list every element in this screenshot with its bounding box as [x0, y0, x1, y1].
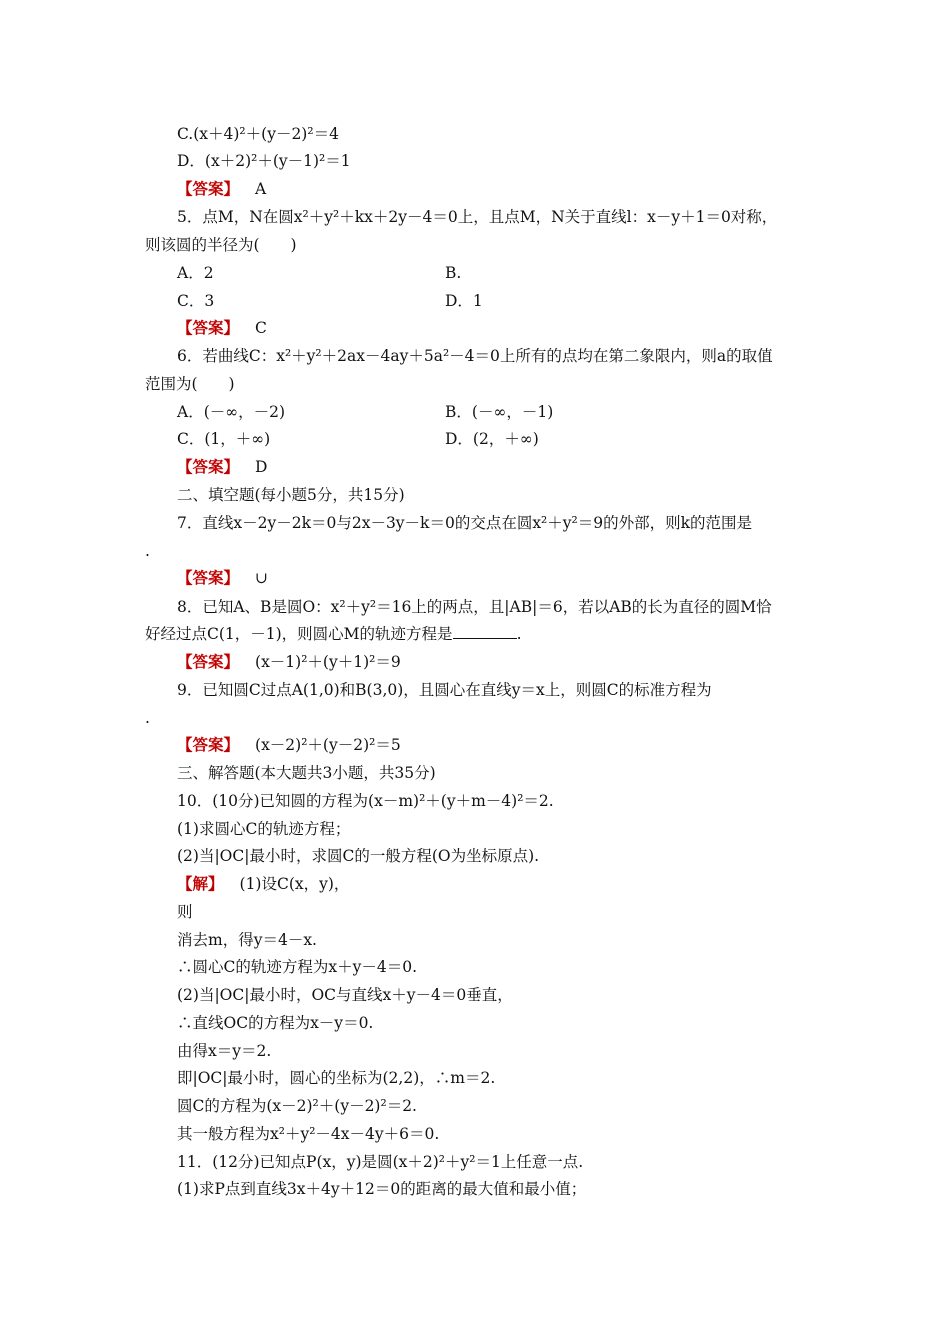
options-cd-q5: [177, 291, 483, 311]
solution-line: 消去m，得y＝4－x.: [177, 931, 317, 949]
solution-line: ∴直线OC的方程为x－y＝0.: [177, 1014, 374, 1032]
question-10: 10．(10分)已知圆的方程为(x－m)²＋(y＋m－4)²＝2.: [177, 792, 554, 810]
option-c: C．(1，＋∞): [177, 430, 271, 448]
section-heading-solutions: 三、解答题(本大题共3小题，共35分): [177, 764, 436, 782]
solution-line: 即|OC|最小时，圆心的坐标为(2,2)，∴m＝2.: [177, 1069, 496, 1087]
question-8: 8．已知A、B是圆O：x²＋y²＝16上的两点，且|AB|＝6，若以AB的长为直径的圆M恰: [177, 598, 772, 616]
answer-tag: 【答案】: [177, 180, 240, 198]
question-8-text: 好经过点C(1，－1)，则圆心M的轨迹方程是: [145, 625, 453, 643]
option-b: B．(－∞，－1): [445, 403, 554, 421]
question-5-cont: 则该圆的半径为( ): [145, 236, 297, 254]
option-a: A．2: [177, 264, 214, 282]
answer-q8: [177, 652, 401, 672]
answer-q7: [177, 568, 268, 588]
answer-q6: [177, 457, 267, 477]
option-c: C．3: [177, 292, 215, 310]
solution-text: (1)设C(x，y)，: [239, 875, 350, 893]
answer-q5: [177, 318, 267, 338]
option-d-q4: D．(x＋2)²＋(y－1)²＝1: [177, 152, 351, 170]
option-d: D．(2，＋∞): [445, 430, 539, 448]
options-cd-q6: [177, 429, 539, 449]
question-9: 9．已知圆C过点A(1,0)和B(3,0)，且圆心在直线y＝x上，则圆C的标准方程为: [177, 681, 712, 699]
question-8-cont: [145, 624, 522, 644]
answer-tag: 【答案】: [177, 569, 240, 587]
solution-line: (2)当|OC|最小时，OC与直线x＋y－4＝0垂直，: [177, 986, 513, 1004]
answer-tag: 【答案】: [177, 319, 240, 337]
answer-tag: 【答案】: [177, 458, 240, 476]
answer-tag: 【答案】: [177, 653, 240, 671]
question-10-part2: (2)当|OC|最小时，求圆C的一般方程(O为坐标原点).: [177, 847, 540, 865]
options-ab-q5: [177, 263, 461, 283]
question-11: 11．(12分)已知点P(x，y)是圆(x＋2)²＋y²＝1上任意一点.: [177, 1153, 584, 1171]
solution-q10: [177, 874, 349, 894]
option-d: D．1: [445, 292, 483, 310]
question-6-cont: 范围为( ): [145, 375, 235, 393]
answer-text: ∪: [255, 569, 269, 587]
solution-line: 圆C的方程为(x－2)²＋(y－2)²＝2.: [177, 1097, 417, 1115]
solution-line: 其一般方程为x²＋y²－4x－4y＋6＝0.: [177, 1125, 440, 1143]
question-8-end: .: [516, 625, 522, 643]
options-ab-q6: [177, 402, 553, 422]
answer-text: D: [255, 458, 268, 476]
answer-text: A: [255, 180, 267, 198]
question-9-cont: .: [145, 709, 150, 727]
answer-q9: [177, 735, 401, 755]
answer-text: C: [255, 319, 267, 337]
solution-tag: 【解】: [177, 875, 224, 893]
question-7-cont: .: [145, 542, 150, 560]
solution-line: 则: [177, 903, 193, 921]
question-11-part1: (1)求P点到直线3x＋4y＋12＝0的距离的最大值和最小值；: [177, 1180, 587, 1198]
solution-line: 由得x＝y＝2.: [177, 1042, 272, 1060]
section-heading-fill-in: 二、填空题(每小题5分，共15分): [177, 486, 405, 504]
question-7: 7．直线x－2y－2k＝0与2x－3y－k＝0的交点在圆x²＋y²＝9的外部，则k的范围是: [177, 514, 752, 532]
option-c-q4: C.(x＋4)²＋(y－2)²＝4: [177, 125, 339, 143]
question-5: 5．点M，N在圆x²＋y²＋kx＋2y－4＝0上，且点M，N关于直线l：x－y＋1＝0对称，: [177, 208, 778, 226]
answer-blank: [453, 624, 517, 639]
answer-text: (x－2)²＋(y－2)²＝5: [255, 736, 401, 754]
answer-q4: [177, 179, 266, 199]
question-6: 6．若曲线C：x²＋y²＋2ax－4ay＋5a²－4＝0上所有的点均在第二象限内，则a的取值: [177, 347, 773, 365]
option-a: A．(－∞，－2): [177, 403, 286, 421]
question-10-part1: (1)求圆心C的轨迹方程；: [177, 820, 351, 838]
answer-text: (x－1)²＋(y＋1)²＝9: [255, 653, 401, 671]
solution-line: ∴圆心C的轨迹方程为x＋y－4＝0.: [177, 958, 418, 976]
option-b: B.: [445, 264, 462, 282]
answer-tag: 【答案】: [177, 736, 240, 754]
